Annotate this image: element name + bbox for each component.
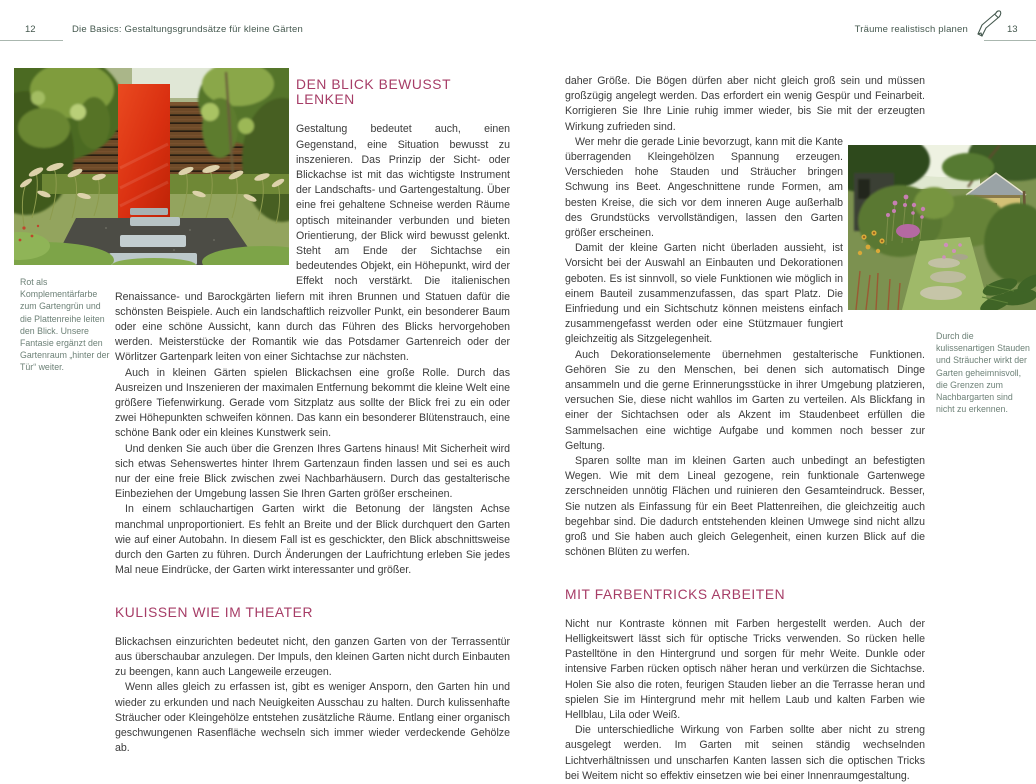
page-number-left: 12 <box>25 24 36 35</box>
paragraph: Damit der kleine Garten nicht überladen aussieht, ist Vorsicht bei der Auswahl an Einbauten und Dekorationen geboten. Es ist sinnvoll, so viele Funktionen wie möglich in einem Bauteil zusammenzufassen, das spart Platz. Die Einfriedung und ein Sichtschutz können meistens einfach zusammengefasst werden oder eine Stützmauer fungiert gleichzeitig als Sitzgelegenheit. <box>565 242 843 346</box>
header-rule-right <box>984 40 1036 41</box>
left-page-text-column <box>115 75 510 756</box>
chapter-title-right: Träume realistisch planen <box>854 24 968 35</box>
paragraph: Wenn alles gleich zu erfassen ist, gibt es weniger Ansporn, den Garten hin und wieder zu erkunden und nach Neuigkeiten Ausschau zu halten. Durch kulissenhafte Sträucher oder Kleingehölze entstehen zusätzliche Räume. Entlang einer organisch geschwungenen Rasenfläche wechseln sich immer wieder verdeckende Gehölze ab. <box>115 681 510 755</box>
paragraph: Und denken Sie auch über die Grenzen Ihres Gartens hinaus! Mit Sicherheit wird sich etwas Sehenswertes hinter Ihrem Gartenzaun finden lassen und sei es auch nur der eine freie Blick zwischen zwei Nachbarhäusern. Durch das gestalterische Einbeziehen der Umgebung lassen Sie Ihren Garten größer erscheinen. <box>115 442 510 501</box>
section-heading-kulissen: KULISSEN WIE IM THEATER <box>115 604 314 620</box>
text-wrap-spacer <box>115 75 296 286</box>
paragraph: In einem schlauchartigen Garten wirkt die Betonung der längsten Achse manchmal unproportioniert. Es fehlt an Breite und der Blick durchquert den Garten wie auf einer Autobahn. In diesem Fall ist es geschickter, den Blick abschnittsweise durch den Garten zu führen. Durch Änderungen der Laufrichtung erleben Sie jedes Mal neue Eindrücke, der Garten wirkt interessanter und größer. <box>115 503 510 577</box>
paragraph: daher Größe. Die Bögen dürfen aber nicht gleich groß sein und müssen großzügig angelegt werden. Das erfordert ein wenig Gespür und Feinarbeit. Korrigieren Sie Ihre Linie ruhig immer wieder, bis Sie mit der erzeugten Wirkung zufrieden sind. <box>565 75 925 133</box>
garden-photo-lush-borders <box>848 145 1036 310</box>
paragraph: Die unterschiedliche Wirkung von Farben sollte aber nicht zu streng ausgelegt werden. Im Garten mit seinen ständig wechselnden Lichtverhältnissen und unscharfen Kanten lassen sich die optischen Tricks bei Weitem nicht so effektiv einsetzen wie bei einer Innenraumgestaltung. <box>565 724 925 782</box>
paragraph: Sparen sollte man im kleinen Garten auch unbedingt an befestigten Wegen. Wie mit dem Lineal gezogene, rein funktionale Gartenwege zerschneiden unnötig Flächen und ruinieren den Gesamteindruck. Besser, Sie nutzen als Einfassung für ein Beet Plattenreihen, die gleichzeitig auch begehbar sind. Die dadurch entstehenden kleinen Umwege sind nicht allzu groß und Sie haben auch gleich Gelegenheit, einen kurzen Blick auf die schönen Blüten zu werfen. <box>565 455 925 559</box>
pencil-icon <box>973 8 1005 40</box>
paragraph: Blickachsen einzurichten bedeutet nicht, den ganzen Garten von der Terrassentür aus überschaubar anzulegen. Der Impuls, den kleinen Garten nicht durch Einbauten zu beengen, kann auch Langeweile erzeugen. <box>115 635 510 679</box>
paragraph: Gestaltung bedeutet auch, einen Gegenstand, eine Situation bewusst zu inszenieren. Das Prinzip der Sicht- oder Blickachse ist mit das wichtigste Instrument der Landschafts- und Gartengestaltung. Über eine frei gehaltene Schneise werden Räume optisch miteinander verbunden und bieten Orientierung, der Blick wird bewusst gelenkt. Steht am Ende der Sichtachse ein bedeutendes Objekt, ein Höhepunkt, wird der Effekt noch verstärkt. Die italienischen Renaissance- und Barockgärten liefern mit ihren Brunnen und Statuen dafür die schönsten Beispiele. Auch ein landschaftlich reizvoller Punkt, ein besonderer Baum oder eine schöne Aussicht, kann durch das Führen des Blicks hervorgehoben werden. Meisterstücke der Romantik wie das Potsdamer Gartenreich oder der Wörlitzer Gartenpark leiten von einer Sichtachse zur nächsten. <box>115 123 510 364</box>
paragraph: Wer mehr die gerade Linie bevorzugt, kann mit die Kante überragenden Kleingehölzen Spannung erzeugen. Verschieden hohe Stauden und Sträucher bringen Schwung ins Beet. Angeschnittene runde Formen, am besten Kreise, die sich vor dem inneren Auge außerhalb des Grundstücks vervollständigen, lassen den Garten größer erscheinen. <box>565 135 925 241</box>
chapter-title-left: Die Basics: Gestaltungsgrundsätze für kleine Gärten <box>72 24 303 35</box>
photo-caption-right: Durch die kulissenartigen Stauden und Sträucher wirkt der Garten geheimnisvoll, die Grenzen zum Nachbargarten sind nicht zu erkennen. <box>936 331 1030 415</box>
section-heading-farbentricks: MIT FARBENTRICKS ARBEITEN <box>565 586 786 602</box>
section-heading-blick: DEN BLICK BEWUSST LENKEN <box>296 77 451 108</box>
paragraph: Nicht nur Kontraste können mit Farben hergestellt werden. Auch der Helligkeitswert lässt sich für optische Tricks verwenden. So rücken helle Pastelltöne in den Hintergrund und sorgen für mehr Weite. Dunkle oder intensive Farben rücken optisch näher heran und verkürzen die Sichtachse. Holen Sie also die roten, feurigen Stauden lieber an die Terrasse heran und spielen Sie im Hintergrund mehr mit hellem Laub und kalten Farben wie Hellblau, Lila oder Weiß. <box>565 617 925 721</box>
paragraph: Auch Dekorationselemente übernehmen gestalterische Funktionen. Gehören Sie zu den Menschen, bei denen sich automatisch Dinge ansammeln und die gerne Erinnerungsstücke in ihrer Umgebung platzieren, versuchen Sie, diese nicht wahllos im Garten zu verteilen. Als Blickfang in einer der Sichtachsen oder als Akzent im Staudenbeet erfüllen die Sammelsachen eine wichtige Aufgabe und kommen noch besser zur Geltung. <box>565 348 925 452</box>
photo-caption-left: Rot als Komplementärfarbe zum Gartengrün und die Plattenreihe leiten den Blick. Unsere Fantasie ergänzt den Gartenraum „hinter der Tür“ weiter. <box>20 277 110 373</box>
header-rule-left <box>0 40 63 41</box>
paragraph: Auch in kleinen Gärten spielen Blickachsen eine große Rolle. Durch das Ausreizen und Inszenieren der maximalen Entfernung bekommt die kleine Welt eine größere Tiefenwirkung. Gerade vom Sitzplatz aus sollte der Blick frei zu ein oder zwei Höhepunkten schweifen können. Das kann ein besonderer Blütenstrauch, eine schöne Bank oder ein kleines Kunstwerk sein. <box>115 366 510 440</box>
page-number-right: 13 <box>1007 24 1018 35</box>
